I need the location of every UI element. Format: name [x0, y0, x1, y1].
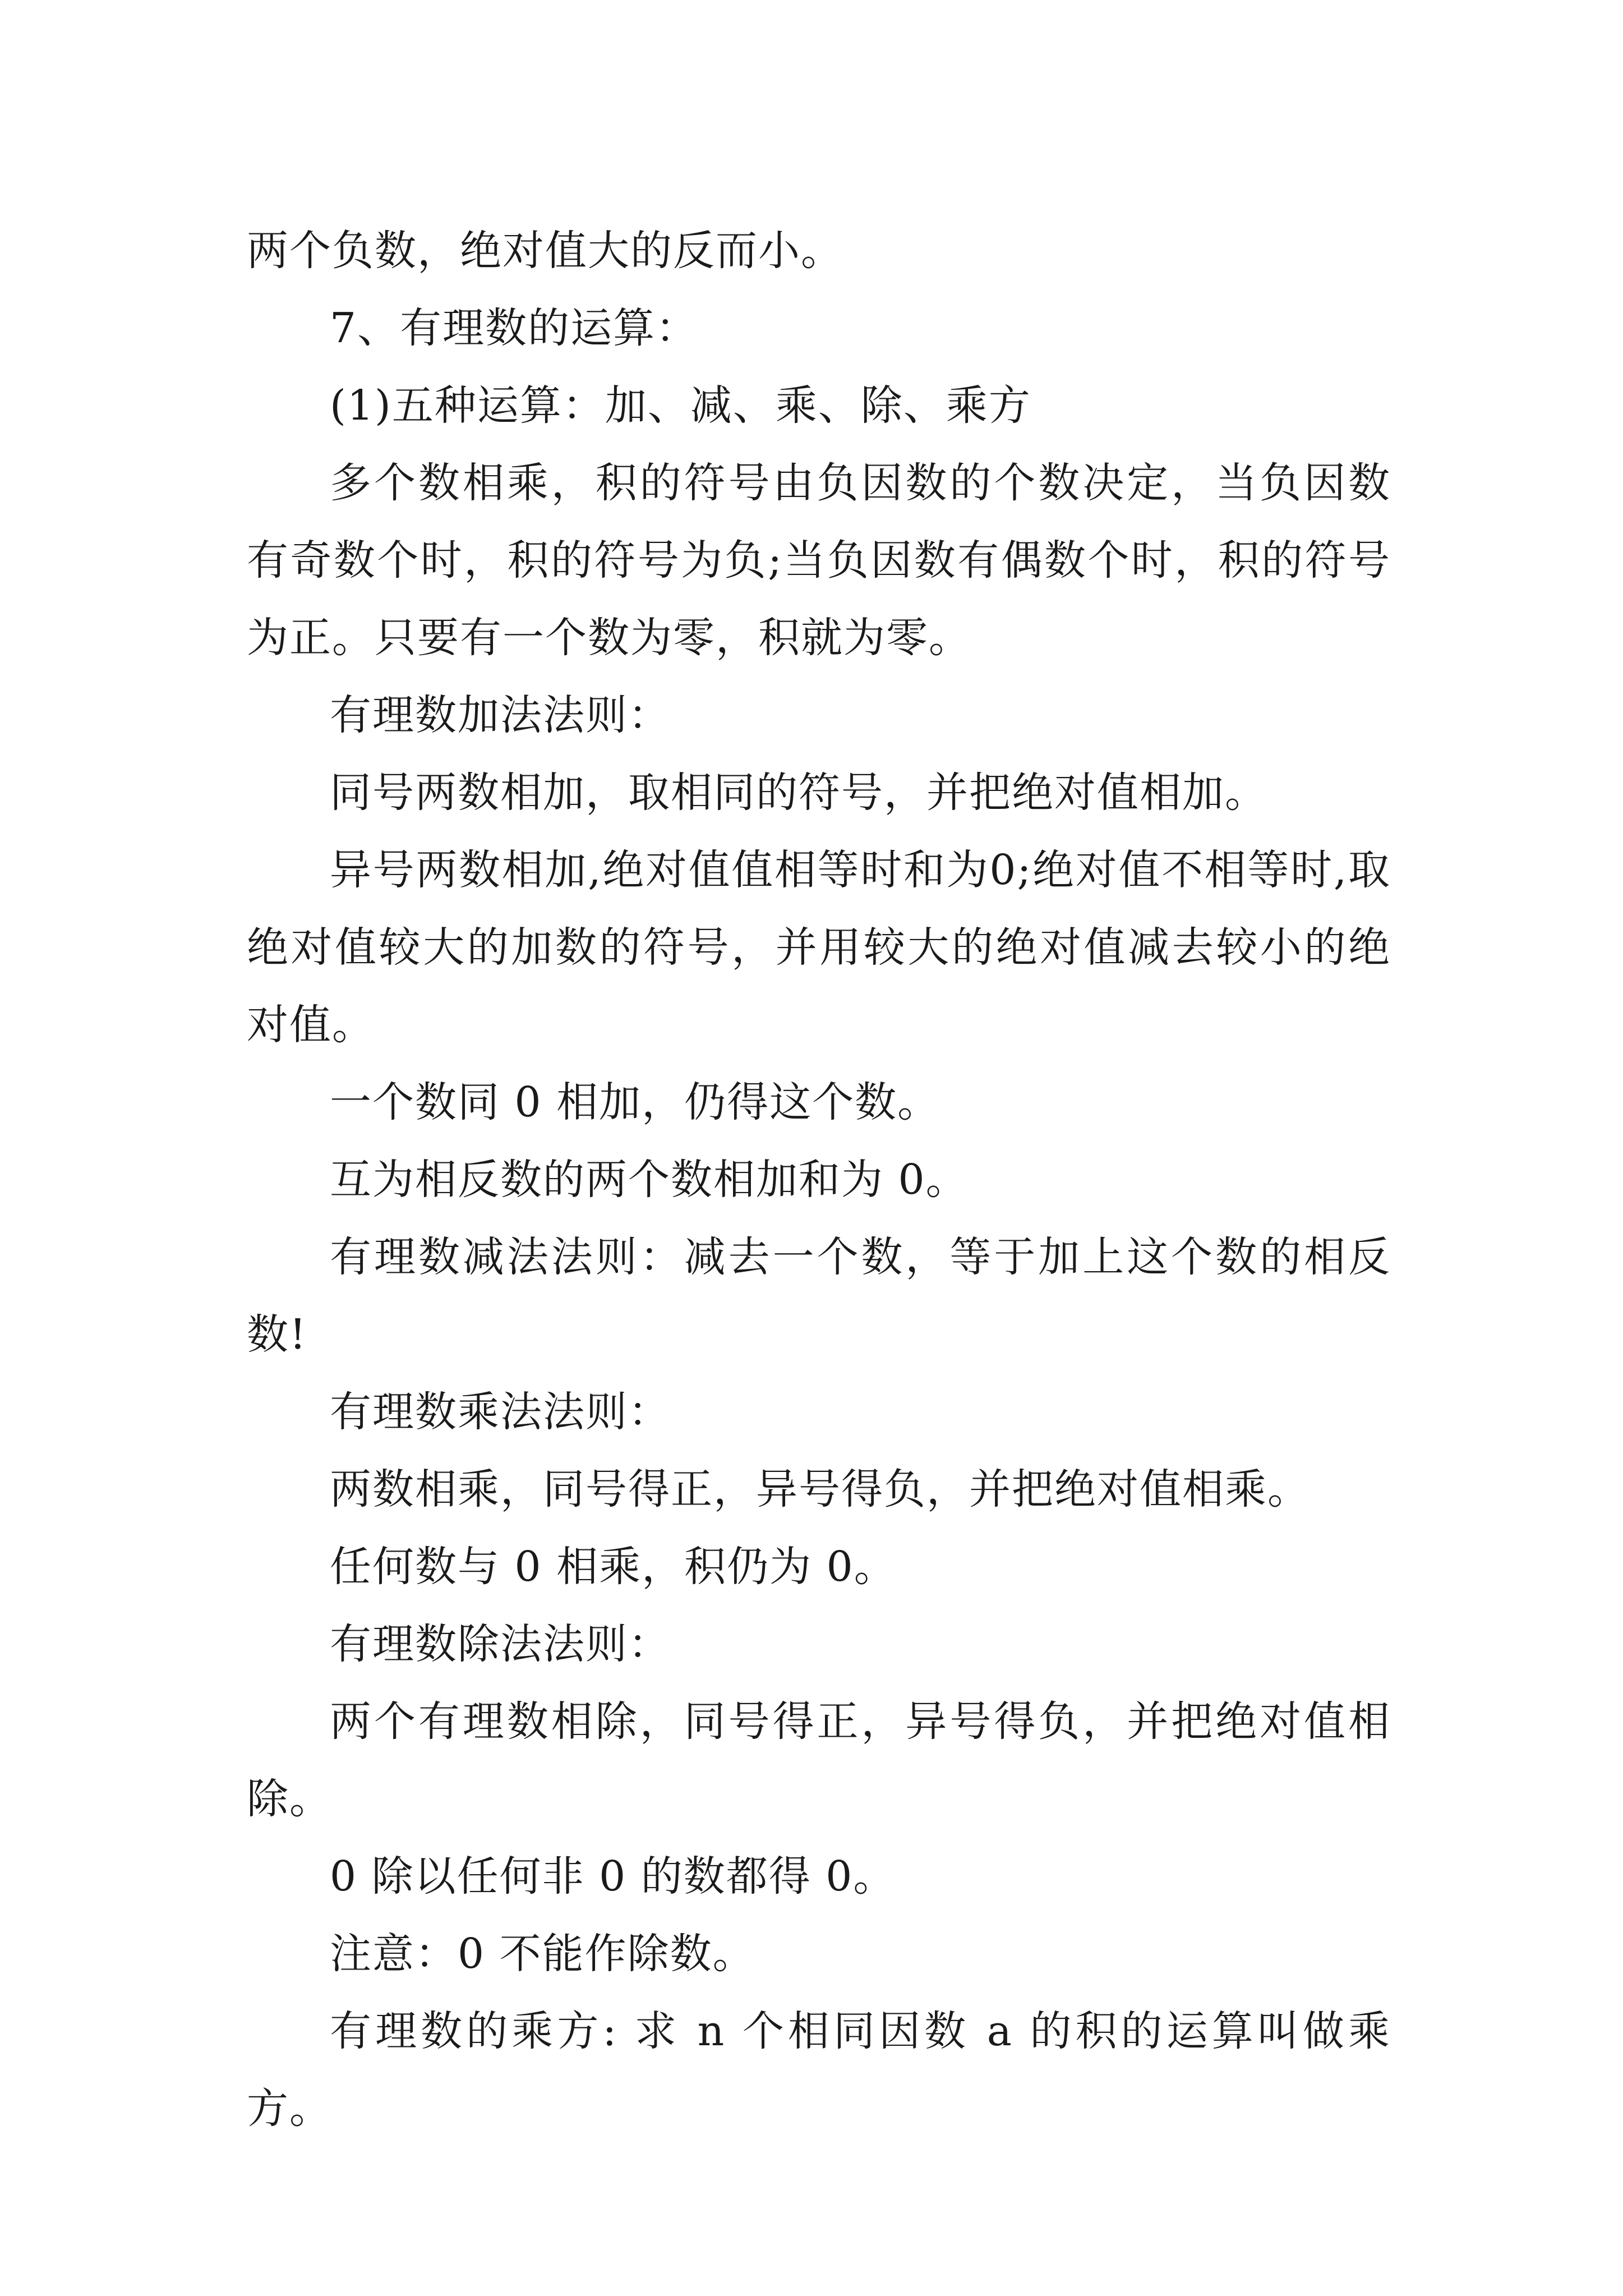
heading-addition-rule: 有理数加法法则： [330, 691, 671, 739]
paragraph-exponentiation: 有理数的乘方: 求 n 个相同因数 a 的积的运算叫做乘方。 [247, 2007, 1391, 2133]
paragraph-opposites-sum: 互为相反数的两个数相加和为 0。 [330, 1156, 969, 1204]
paragraph-multiplication-sign: 两数相乘，同号得正，异号得负，并把绝对值相乘。 [330, 1465, 1310, 1513]
heading-multiplication-rule: 有理数乘法法则： [330, 1388, 671, 1436]
paragraph-continuation: 两个负数，绝对值大的反而小。 [247, 227, 843, 275]
paragraph-add-zero: 一个数同 0 相加，仍得这个数。 [330, 1078, 940, 1126]
subheading-five-operations: (1)五种运算：加、减、乘、除、乘方 [330, 381, 1031, 430]
document-body [247, 212, 1391, 2147]
paragraph-zero-divided: 0 除以任何非 0 的数都得 0。 [330, 1852, 896, 1901]
paragraph-zero-divisor-note: 注意：0 不能作除数。 [330, 1930, 755, 1978]
paragraph-subtraction-rule: 有理数减法法则：减去一个数，等于加上这个数的相反数! [247, 1233, 1391, 1359]
paragraph-same-sign-addition: 同号两数相加，取相同的符号，并把绝对值相加。 [330, 769, 1267, 817]
heading-division-rule: 有理数除法法则： [330, 1620, 671, 1668]
paragraph-division-sign: 两个有理数相除，同号得正，异号得负，并把绝对值相除。 [247, 1697, 1391, 1823]
paragraph-product-sign: 多个数相乘，积的符号由负因数的个数决定，当负因数有奇数个时，积的符号为负;当负因数有偶数个时，积的符号为正。只要有一个数为零，积就为零。 [247, 459, 1391, 662]
section-heading-operations: 7、有理数的运算： [330, 304, 699, 352]
paragraph-different-sign-addition: 异号两数相加,绝对值值相等时和为0;绝对值不相等时,取绝对值较大的加数的符号，并用较大的绝对值减去较小的绝对值。 [247, 846, 1391, 1049]
paragraph-multiply-zero: 任何数与 0 相乘，积仍为 0。 [330, 1543, 897, 1591]
